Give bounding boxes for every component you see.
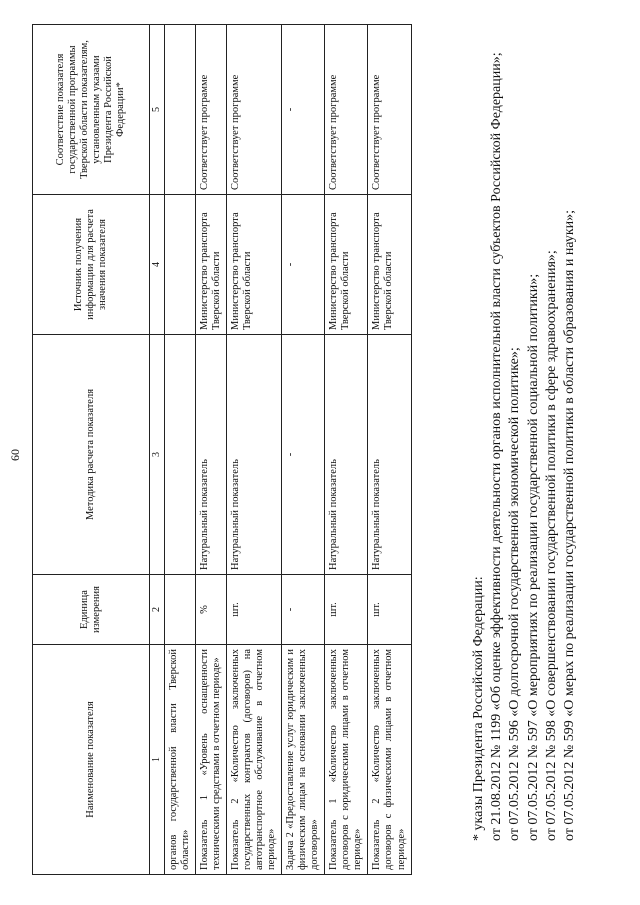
header-cell-method: Методика расчета показателя [33,335,150,575]
source-cell: Министерство транспорта Тверской области [226,195,281,335]
column-number: 4 [150,195,165,335]
compliance-cell: Соответствует программе [226,25,281,195]
column-number: 5 [150,25,165,195]
source-cell: Министерство транспорта Тверской области [325,195,368,335]
footnote-line: от 07.05.2012 № 598 «О совершенствовании государственной политики в сфере здравоохранения»; [543,250,559,841]
unit-cell: шт. [226,575,281,645]
footnote-title: * указы Президента Российской Федерации: [471,576,486,841]
source-cell: Министерство транспорта Тверской области [368,195,411,335]
footnote-line: от 07.05.2012 № 599 «О мерах по реализации государственной политики в области образования и науки»; [561,210,577,841]
table-row [325,25,368,875]
column-number: 2 [150,575,165,645]
method-cell: Натуральный показатель [325,335,368,575]
source-cell: - [282,195,325,335]
unit-cell: шт. [325,575,368,645]
indicator-name-cell: Показатель 2 «Количество заключенных договоров с физическими лицами в отчетном периоде» [368,645,411,875]
header-cell-unit: Единица измерения [33,575,150,645]
table-row [282,25,325,875]
indicators-table [32,24,412,875]
column-number: 3 [150,335,165,575]
footnote-line: от 21.08.2012 № 1199 «Об оценке эффективности деятельности органов исполнительной власти субъектов Российской Федерации»; [489,52,505,841]
method-cell: Натуральный показатель [195,335,226,575]
indicator-name-cell: Показатель 1 «Уровень оснащенности техническими средствами в отчетном периоде» [195,645,226,875]
table-row [226,25,281,875]
compliance-cell: - [282,25,325,195]
indicator-name-cell: Показатель 2 «Количество заключенных государственных контрактов (договоров) на автотранспортное обслуживание в отчетном периоде» [226,645,281,875]
header-cell-name: Наименование показателя [33,645,150,875]
method-cell: - [282,335,325,575]
method-cell [164,335,195,575]
unit-cell: шт. [368,575,411,645]
compliance-cell: Соответствует программе [325,25,368,195]
unit-cell: % [195,575,226,645]
header-cell-compliance: Соответствие показателя государственной программы Тверской области показателям, установленным указами Президента Российской Федерации* [33,25,150,195]
source-cell [164,195,195,335]
compliance-cell: Соответствует программе [195,25,226,195]
indicator-name-cell: органов государственной власти Тверской области» [164,645,195,875]
method-cell: Натуральный показатель [226,335,281,575]
header-cell-source: Источник получения информации для расчета значения показателя [33,195,150,335]
footnote-line: от 07.05.2012 № 596 «О долгосрочной государственной экономической политике»; [507,347,523,841]
compliance-cell: Соответствует программе [368,25,411,195]
compliance-cell [164,25,195,195]
table-row [368,25,411,875]
page-number: 60 [8,449,22,461]
table-row [164,25,195,875]
source-cell: Министерство транспорта Тверской области [195,195,226,335]
table-header-row [33,25,150,875]
indicator-name-cell: Показатель 1 «Количество заключенных договоров с юридическими лицами в отчетном периоде» [325,645,368,875]
unit-cell [164,575,195,645]
indicator-name-cell: Задача 2 «Предоставление услуг юридическим и физическим лицам на основании заключенных договоров» [282,645,325,875]
column-number-row [150,25,165,875]
method-cell: Натуральный показатель [368,335,411,575]
column-number: 1 [150,645,165,875]
table-row [195,25,226,875]
footnote-line: от 07.05.2012 № 597 «О мероприятиях по реализации государственной социальной политики»; [525,273,541,841]
footnote-block [470,35,579,865]
unit-cell: - [282,575,325,645]
